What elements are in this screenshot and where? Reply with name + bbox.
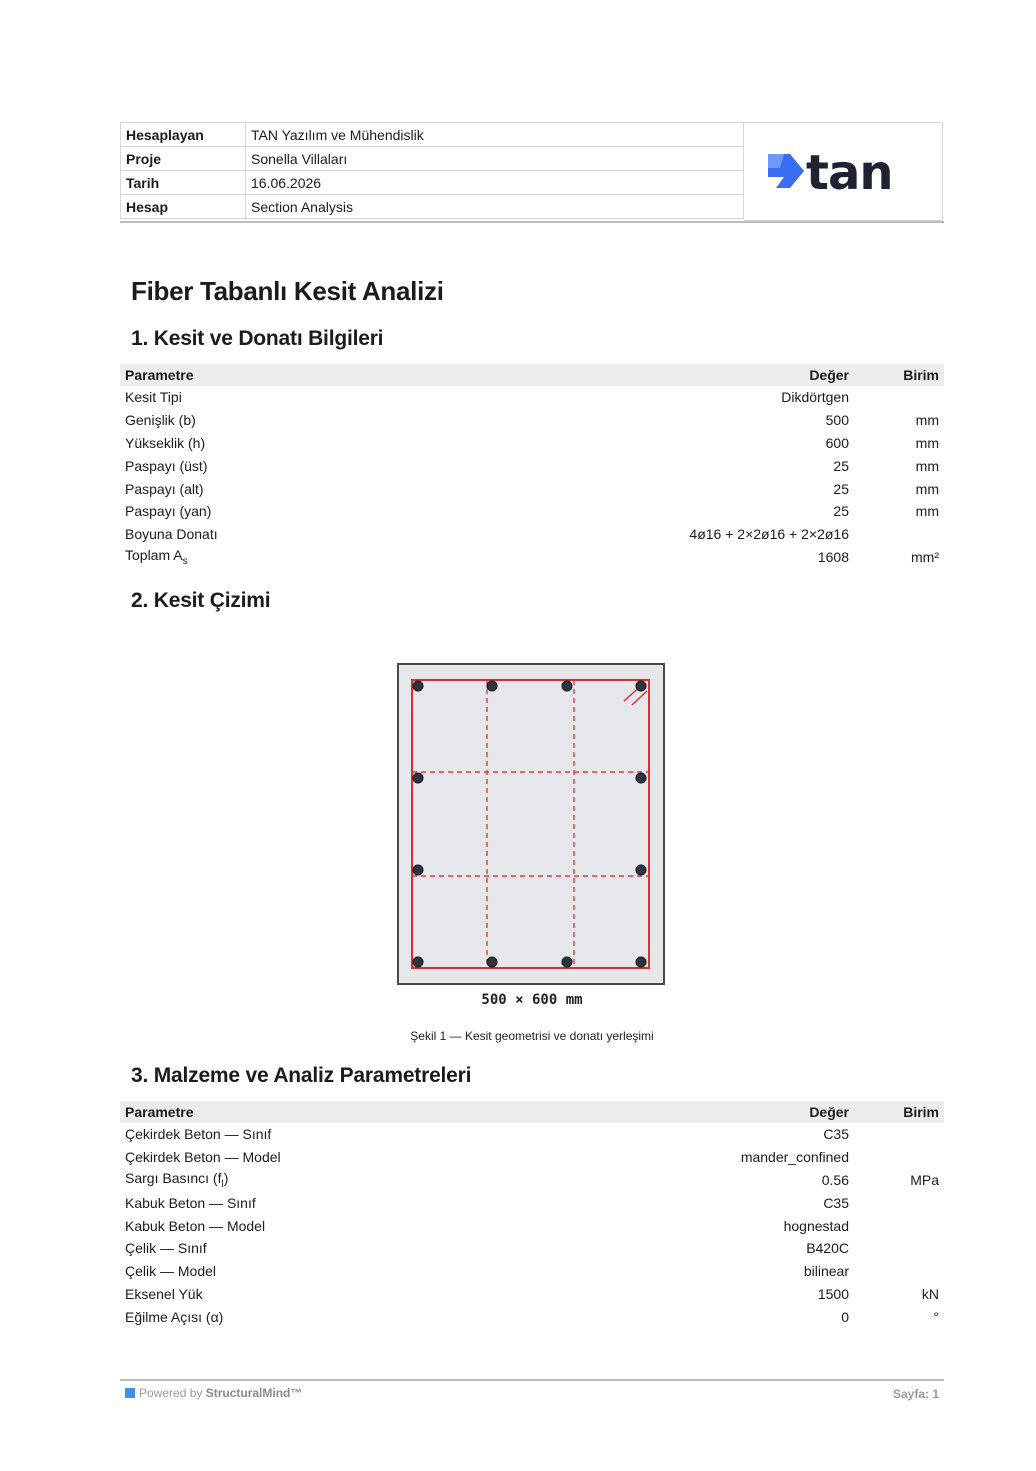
figure-caption: Şekil 1 — Kesit geometrisi ve donatı yerleşimi	[410, 1029, 654, 1043]
param-cell: Paspayı (alt)	[125, 480, 204, 497]
unit-cell	[854, 1191, 944, 1214]
section-heading: 3. Malzeme ve Analiz Parametreleri	[131, 1064, 472, 1087]
table-row	[120, 477, 944, 500]
table-row	[120, 1237, 944, 1260]
header-key: Hesap	[121, 195, 246, 219]
value-cell: 25	[833, 503, 849, 520]
unit-cell	[854, 386, 944, 409]
column-header-parameter: Parametre	[120, 364, 644, 386]
header-value: Sonella Villaları	[246, 147, 744, 171]
header-row	[121, 195, 744, 219]
param-cell: Boyuna Donatı	[125, 526, 218, 543]
value-cell: 25	[833, 457, 849, 474]
tan-logo-icon	[744, 123, 942, 220]
param-cell: Paspayı (yan)	[125, 503, 212, 520]
table-header-row	[120, 1101, 944, 1123]
column-header-unit: Birim	[854, 1101, 944, 1123]
unit-cell: °	[933, 1308, 939, 1325]
value-cell: C35	[823, 1126, 849, 1143]
rebar	[487, 957, 497, 967]
unit-cell	[854, 1123, 944, 1146]
unit-cell: mm²	[911, 548, 939, 565]
column-header-parameter: Parametre	[120, 1101, 644, 1123]
param-cell: Çekirdek Beton — Sınıf	[125, 1126, 272, 1143]
rebar	[413, 957, 423, 967]
value-cell: 4ø16 + 2×2ø16 + 2×2ø16	[689, 526, 849, 543]
param-cell: Kabuk Beton — Model	[125, 1217, 266, 1234]
powered-prefix: Powered by	[139, 1386, 206, 1400]
value-cell: bilinear	[803, 1263, 849, 1280]
unit-cell: mm	[915, 434, 939, 451]
header-key: Hesaplayan	[121, 123, 246, 147]
unit-cell	[854, 1260, 944, 1283]
param-cell	[120, 1169, 644, 1192]
rebar	[413, 681, 423, 691]
rebar	[562, 957, 572, 967]
section-heading: 2. Kesit Çizimi	[131, 589, 271, 612]
value-cell: 500	[825, 412, 849, 429]
table-header-row	[120, 364, 944, 386]
table-row	[120, 1260, 944, 1283]
table-row	[120, 1146, 944, 1169]
value-cell: 25	[833, 480, 849, 497]
param-text: Toplam A	[125, 547, 183, 564]
rebar	[636, 773, 646, 783]
param-cell: Yükseklik (h)	[125, 434, 206, 451]
unit-cell	[854, 1237, 944, 1260]
header-info-table	[120, 122, 744, 219]
unit-cell	[854, 1146, 944, 1169]
company-logo	[744, 122, 943, 221]
unit-cell: mm	[915, 503, 939, 520]
param-cell: Genişlik (b)	[125, 412, 196, 429]
rebar	[562, 681, 572, 691]
page-title: Fiber Tabanlı Kesit Analizi	[131, 276, 444, 306]
value-cell: mander_confined	[740, 1149, 849, 1166]
value-cell: 0	[841, 1308, 849, 1325]
param-cell: Kesit Tipi	[125, 389, 182, 406]
param-text: Sargı Basıncı (f	[125, 1170, 222, 1187]
table-row	[120, 432, 944, 455]
header-value: Section Analysis	[246, 195, 744, 219]
section-heading: 1. Kesit ve Donatı Bilgileri	[131, 327, 384, 350]
param-cell: Çekirdek Beton — Model	[125, 1149, 281, 1166]
column-header-unit: Birim	[854, 364, 944, 386]
brand-square-icon	[125, 1388, 135, 1398]
param-cell: Çelik — Model	[125, 1263, 217, 1280]
table-row	[120, 1305, 944, 1328]
param-subscript: s	[182, 555, 188, 567]
page-footer	[120, 1379, 944, 1411]
param-cell: Kabuk Beton — Sınıf	[125, 1194, 256, 1211]
table-row	[120, 1123, 944, 1146]
value-cell: B420C	[806, 1240, 849, 1257]
section-dimension-label: 500 × 600 mm	[481, 992, 583, 1008]
header-key: Tarih	[121, 171, 246, 195]
value-cell: Dikdörtgen	[781, 389, 849, 406]
rebar	[636, 865, 646, 875]
param-subscript: l	[221, 1178, 224, 1190]
table-row	[120, 454, 944, 477]
header-row	[121, 171, 744, 195]
unit-cell: MPa	[910, 1171, 939, 1188]
cross-section-svg	[396, 660, 668, 990]
powered-brand: StructuralMind™	[205, 1386, 303, 1400]
header-row	[121, 147, 744, 171]
header-row	[121, 123, 744, 147]
value-cell: 1608	[817, 548, 849, 565]
rebar	[636, 681, 646, 691]
table-row	[120, 500, 944, 523]
rebar	[413, 865, 423, 875]
header-key: Proje	[121, 147, 246, 171]
section-parameter-table	[120, 364, 944, 568]
table-row	[120, 1191, 944, 1214]
svg-text:tan: tan	[806, 145, 893, 201]
unit-cell	[854, 1214, 944, 1237]
column-header-value: Değer	[644, 364, 854, 386]
value-cell: C35	[823, 1194, 849, 1211]
param-cell: Paspayı (üst)	[125, 457, 208, 474]
table-row	[120, 386, 944, 409]
value-cell: hognestad	[783, 1217, 849, 1234]
param-cell: Çelik — Sınıf	[125, 1240, 207, 1257]
table-row	[120, 1169, 944, 1192]
unit-cell: mm	[915, 457, 939, 474]
header-value: TAN Yazılım ve Mühendislik	[246, 123, 744, 147]
material-parameter-table	[120, 1101, 944, 1328]
table-row	[120, 1214, 944, 1237]
concrete-section	[398, 664, 664, 984]
param-suffix: )	[223, 1170, 229, 1187]
unit-cell: mm	[915, 480, 939, 497]
value-cell: 600	[825, 434, 849, 451]
powered-by	[125, 1386, 302, 1400]
table-row	[120, 1283, 944, 1306]
table-row	[120, 523, 944, 546]
section-drawing	[396, 660, 668, 990]
column-header-value: Değer	[644, 1101, 854, 1123]
unit-cell: kN	[921, 1285, 939, 1302]
value-cell: 1500	[817, 1285, 849, 1302]
rebar	[487, 681, 497, 691]
rebar	[413, 773, 423, 783]
page-number: Sayfa: 1	[892, 1387, 939, 1401]
unit-cell	[854, 523, 944, 546]
value-cell: 0.56	[821, 1171, 849, 1188]
report-header	[120, 122, 944, 223]
param-cell: Eğilme Açısı (α)	[125, 1308, 224, 1325]
param-cell	[120, 546, 644, 569]
rebar	[636, 957, 646, 967]
table-row	[120, 409, 944, 432]
header-value: 16.06.2026	[246, 171, 744, 195]
table-row	[120, 546, 944, 569]
unit-cell: mm	[915, 412, 939, 429]
param-cell: Eksenel Yük	[125, 1285, 203, 1302]
